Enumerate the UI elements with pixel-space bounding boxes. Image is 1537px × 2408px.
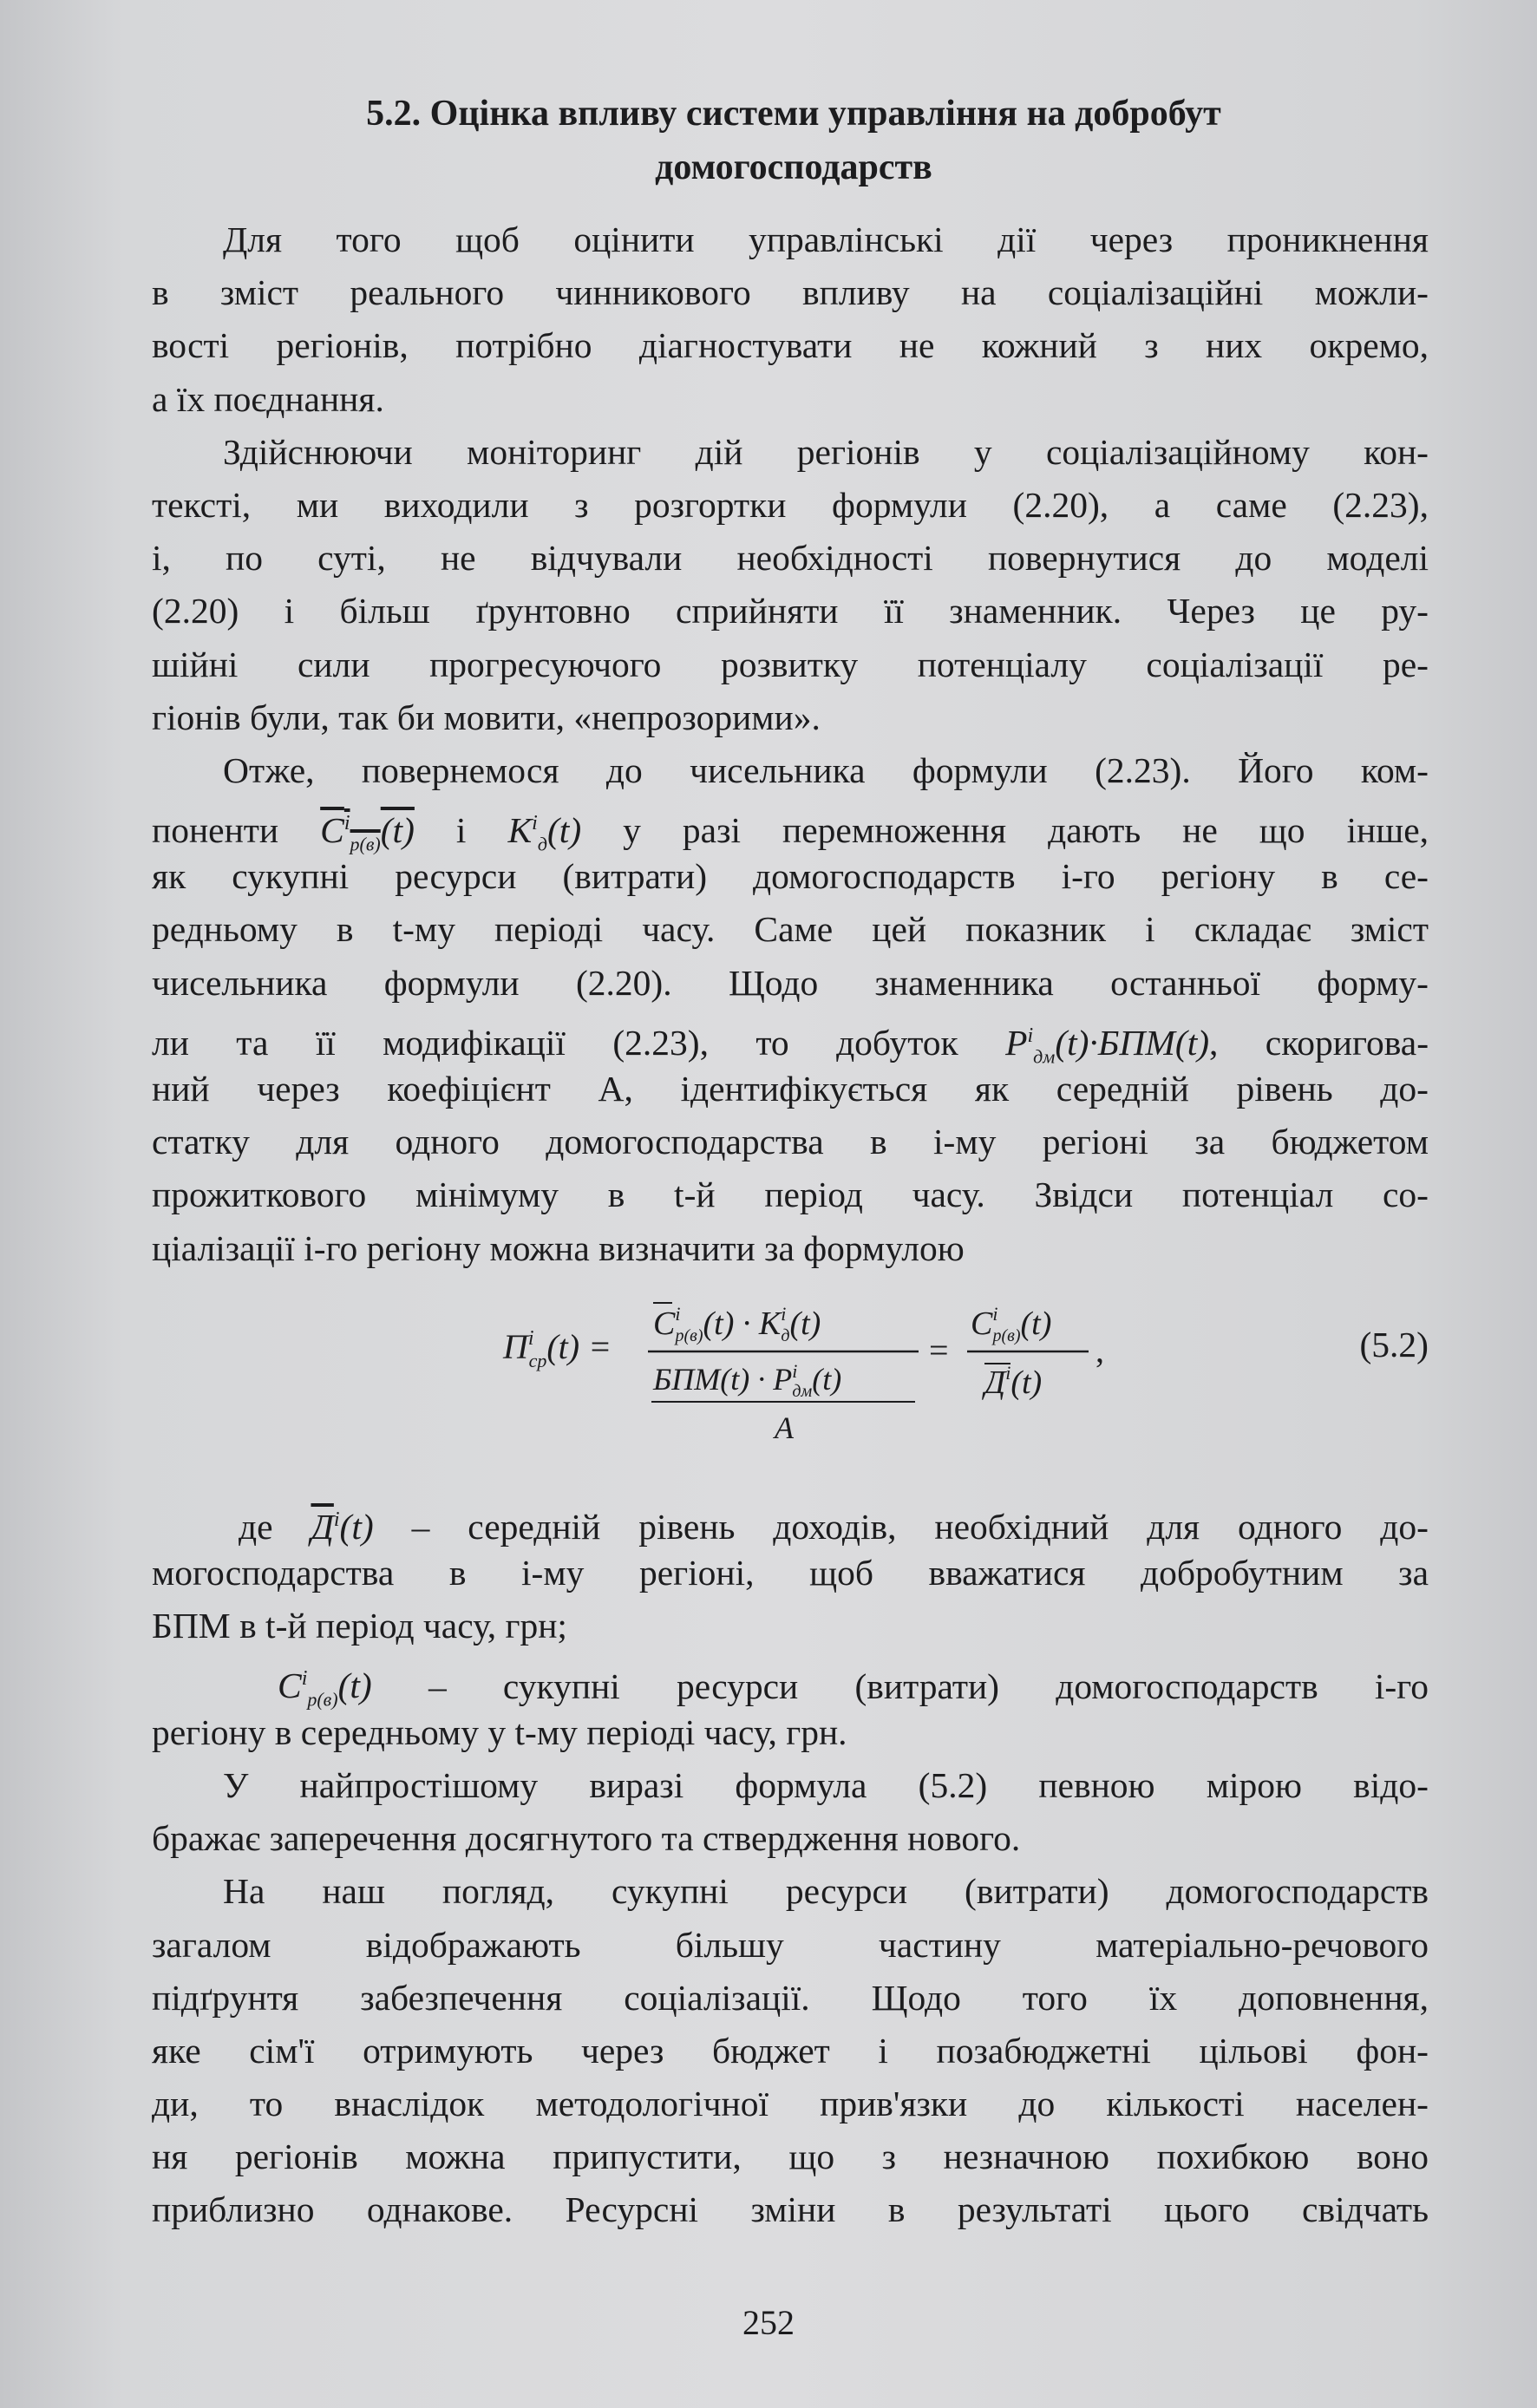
formula-equals: = — [929, 1331, 949, 1370]
paragraph-5-line: На наш погляд, сукупні ресурси (витрати) домогосподарств — [223, 1871, 1429, 1912]
paragraph-1-line: вості регіонів, потрібно діагностувати не кожний з них окремо, — [152, 325, 1429, 366]
inline-formula-c: $C^i_{p(в)}(t)$ — [320, 809, 415, 855]
paragraph-1-line: Для того щоб оцінити управлінські дії через проникнення — [223, 219, 1429, 259]
definitions-and-continuation — [152, 1494, 1429, 2237]
formula-numerator-2: $C^i$ p(в)(t) — [971, 1303, 1052, 1345]
paragraph-2-line: Здійснюючи моніторинг дій регіонів у соціалізаційному кон- — [223, 431, 1429, 472]
paragraph-4-line: бражає заперечення досягнутого та ствердження нового. — [152, 1818, 1021, 1859]
formula-inner-denominator: $БПМ(t) \cdot P^i$ дм(t) — [653, 1360, 842, 1401]
paragraph-3-line: чисельника формули (2.20). Щодо знаменника останньої форму- — [152, 962, 1429, 1003]
inline-formula-c2: $C^i_{p(в)}(t)$ — [278, 1665, 372, 1711]
paragraph-3-line: прожиткового мінімуму в t-й період часу. Звідси потенціал со- — [152, 1175, 1429, 1215]
text-fragment: поненти — [152, 809, 279, 850]
paragraph-3-line: редньому в t-му періоді часу. Саме цей показник і складає зміст — [152, 909, 1429, 950]
formula-numerator: $C^i$ $p(в)(t) \cdot K^i$ д(t) — [653, 1303, 821, 1345]
text-fragment: , скоригова- — [1209, 1022, 1429, 1063]
formula-5-2 — [152, 1292, 1429, 1466]
formula-comma: , — [1096, 1331, 1104, 1370]
section-title-line-1: 5.2. Оцінка впливу системи управління на добробут — [366, 94, 1221, 134]
paragraph-3-line: статку для одного домогосподарства в і-му регіоні за бюджетом — [152, 1122, 1429, 1162]
paragraph-3-line: ний через коефіцієнт А, ідентифікується як середній рівень до- — [152, 1069, 1429, 1109]
page-number: 252 — [742, 2303, 795, 2342]
paragraph-1-line: а їх поєднання. — [152, 378, 384, 419]
equation-number: (5.2) — [1359, 1325, 1429, 1364]
definition-line: БПМ в t-й період часу, грн; — [152, 1606, 567, 1646]
formula-denominator-2: $Д^i(t)$ — [984, 1362, 1043, 1401]
text-fragment: – сукупні ресурси (витрати) домогосподарств і-го — [428, 1665, 1429, 1706]
paragraph-2-line: гіонів були, так би мовити, «непрозорими». — [152, 697, 821, 737]
text-fragment: і — [455, 809, 467, 850]
text-fragment: – середній рівень доходів, необхідний для одного до- — [411, 1506, 1429, 1547]
definition-line: регіону в середньому у t-му періоді часу, грн. — [152, 1711, 847, 1752]
paragraph-5-line: підґрунтя забезпечення соціалізації. Щодо того їх доповнення, — [152, 1977, 1429, 2018]
inline-formula-d: $Д^i(t)$ — [311, 1506, 374, 1547]
text-fragment: ли та її модифікації (2.23), то добуток — [152, 1022, 958, 1063]
paragraph-3-line-with-math — [152, 1010, 1429, 1067]
paragraph-2-line: (2.20) і більш ґрунтовно сприйняти її знаменник. Через це ру- — [152, 591, 1429, 631]
paragraph-3-line: як сукупні ресурси (витрати) домогосподарств і-го регіону в се- — [152, 856, 1429, 897]
paragraph-3-line: ціалізації і-го регіону можна визначити за формулою — [152, 1227, 965, 1268]
definition-line: могосподарства в і-му регіоні, щоб вважатися добробутним за — [152, 1553, 1429, 1593]
formula-a: A — [775, 1410, 794, 1445]
body-text — [152, 213, 1429, 1275]
formula-svg — [152, 1292, 1429, 1466]
paragraph-5-line: приблизно однакове. Ресурсні зміни в результаті цього свідчать — [152, 2189, 1429, 2230]
text-fragment: у разі перемноження дають не що інше, — [623, 809, 1429, 850]
paragraph-3-line-with-math — [152, 797, 1429, 855]
paragraph-1-line: в зміст реального чинникового впливу на соціалізаційні можли- — [152, 272, 1429, 313]
paragraph-5-line: яке сім'ї отримують через бюджет і позабюджетні цільові фон- — [152, 2030, 1429, 2071]
section-title — [156, 87, 1431, 194]
text-fragment: де — [239, 1506, 273, 1547]
paragraph-3-line: Отже, повернемося до чисельника формули (2.23). Його ком- — [223, 749, 1429, 790]
paragraph-2-line: і, по суті, не відчували необхідності повернутися до моделі — [152, 538, 1429, 579]
formula-lhs: $П^i$ ср(t) = — [503, 1327, 612, 1371]
paragraph-2-line: шійні сили прогресуючого розвитку потенціалу соціалізації ре- — [152, 644, 1429, 684]
paragraph-5-line: ня регіонів можна припустити, що з незначною похибкою воно — [152, 2136, 1429, 2177]
section-title-line-2: домогосподарств — [655, 147, 932, 187]
paragraph-5-line: загалом відображають більшу частину матеріально-речового — [152, 1924, 1429, 1965]
inline-formula-k: $K^i_д(t)$ — [507, 809, 582, 855]
inline-formula-product: $P^i_{дм}(t)\cdot БПМ(t)$ — [1005, 1022, 1210, 1067]
paragraph-4-line: У найпростішому виразі формула (5.2) певною мірою відо- — [223, 1764, 1429, 1805]
definition-line-with-math — [152, 1653, 1429, 1711]
paragraph-2-line: тексті, ми виходили з розгортки формули (2.20), а саме (2.23), — [152, 484, 1429, 525]
definition-line-with-math — [152, 1494, 1429, 1547]
paragraph-5-line: ди, то внаслідок методологічної прив'язки до кількості населен- — [152, 2084, 1429, 2124]
